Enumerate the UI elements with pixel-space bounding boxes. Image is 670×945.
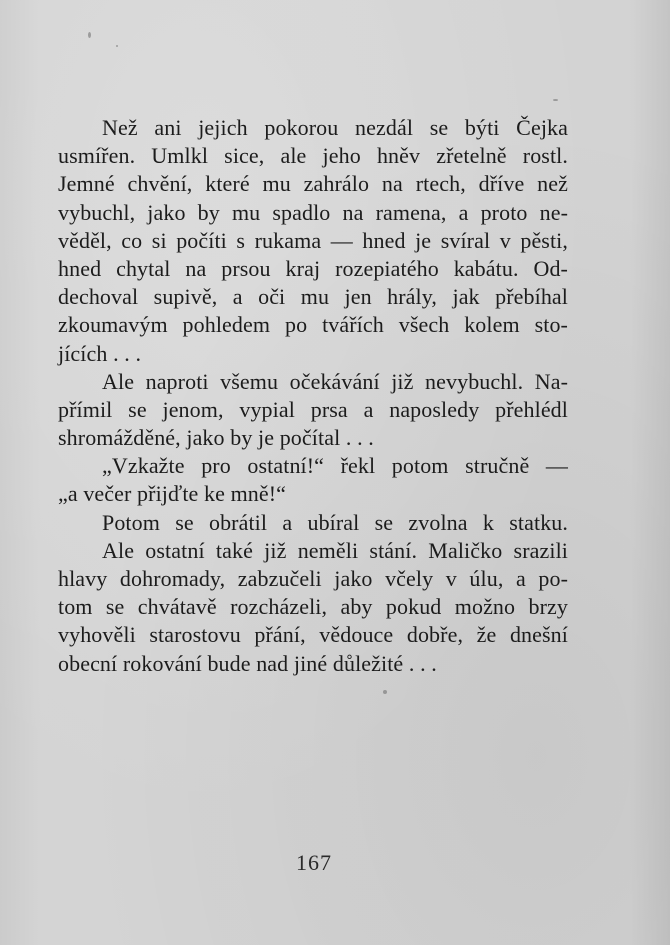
paper-speck: [88, 32, 91, 38]
text-line: Potom se obrátil a ubíral se zvolna k statku.: [102, 509, 568, 535]
text-line: shromážděné, jako by je počítal . . .: [58, 425, 374, 451]
paper-speck: [383, 690, 387, 694]
text-line: jících . . .: [58, 340, 142, 366]
text-line: hlavy dohromady, zabzučeli jako včely v úlu, a po-: [58, 566, 568, 591]
paper-speck: [116, 45, 118, 47]
text-line: Ale ostatní také již neměli stání. Maličko srazili: [102, 537, 568, 563]
text-line: Jemné chvění, které mu zahrálo na rtech, dříve než: [58, 171, 568, 197]
text-line: Ale naproti všemu očekávání již nevybuchl. Na-: [102, 368, 568, 394]
body-text: [58, 114, 568, 678]
text-line: vyhověli starostovu přání, vědouce dobře, že dnešní: [58, 622, 568, 648]
text-line: „Vzkažte pro ostatní!“ řekl potom stručně —: [102, 453, 568, 479]
text-line: vybuchl, jako by mu spadlo na ramena, a proto ne-: [58, 199, 568, 225]
text-line: tom se chvátavě rozcházeli, aby pokud možno brzy: [58, 594, 568, 620]
paper-speck: [553, 99, 558, 101]
text-line: přímil se jenom, vypial prsa a naposledy přehlédl: [58, 396, 568, 422]
text-line: věděl, co si počíti s rukama — hned je svíral v pěsti,: [58, 227, 568, 253]
text-line: obecní rokování bude nad jiné důležité . . .: [58, 650, 437, 676]
text-line: „a večer přijďte ke mně!“: [58, 481, 287, 507]
page-number: 167: [296, 850, 332, 875]
text-line: zkoumavým pohledem po tvářích všech kolem sto-: [58, 312, 568, 338]
text-line: hned chytal na prsou kraj rozepiatého kabátu. Od-: [58, 255, 568, 281]
text-line: usmířen. Umlkl sice, ale jeho hněv zřetelně rostl.: [58, 143, 568, 169]
text-line: dechoval supivě, a oči mu jen hrály, jak přebíhal: [58, 284, 568, 310]
text-line: Než ani jejich pokorou nezdál se býti Čejka: [102, 115, 568, 140]
